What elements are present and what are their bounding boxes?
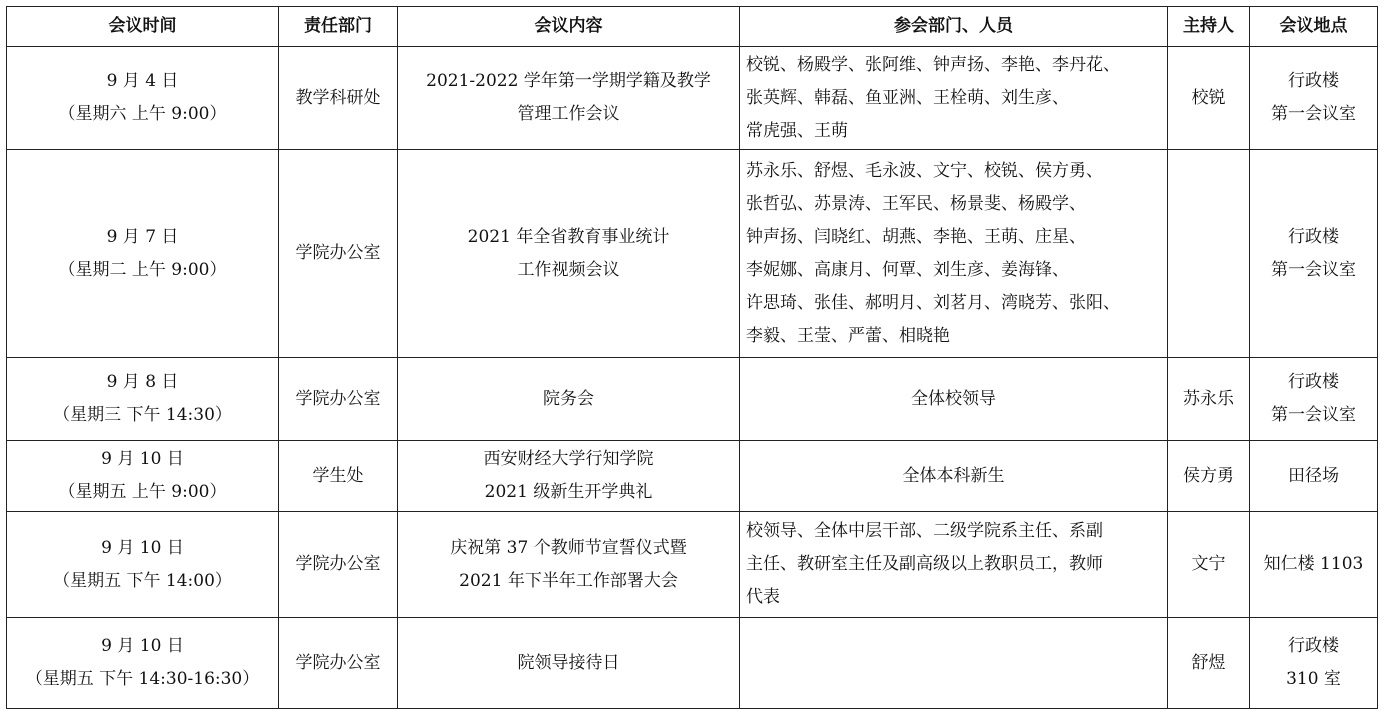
content-line: 院务会 bbox=[543, 388, 594, 409]
table-row bbox=[7, 512, 1378, 618]
content-line: 管理工作会议 bbox=[517, 104, 620, 124]
content-line: 院领导接待日 bbox=[517, 652, 620, 673]
cell-host: 侯方勇 bbox=[1168, 441, 1250, 512]
place-line: 行政楼 bbox=[1288, 226, 1339, 247]
place-line: 第一会议室 bbox=[1271, 104, 1356, 124]
cell-attendees bbox=[740, 150, 1168, 358]
header-content: 会议内容 bbox=[398, 7, 740, 47]
attendee-line: 主任、教研室主任及副高级以上教职员工，教师 bbox=[746, 554, 1103, 574]
cell-attendees bbox=[740, 441, 1168, 512]
time-detail: （星期五 下午 14:30-16:30） bbox=[25, 669, 260, 689]
time-date: 9 月 10 日 bbox=[101, 636, 184, 656]
time-date: 9 月 7 日 bbox=[106, 226, 179, 247]
content-line: 工作视频会议 bbox=[517, 259, 620, 280]
cell-attendees bbox=[740, 47, 1168, 150]
cell-content bbox=[398, 358, 740, 441]
cell-place bbox=[1250, 47, 1378, 150]
attendee-line: 校锐、杨殿学、张阿维、钟声扬、李艳、李丹花、 bbox=[746, 54, 1120, 75]
content-line: 2021 级新生开学典礼 bbox=[484, 482, 653, 502]
attendee-line: 校领导、全体中层干部、二级学院系主任、系副 bbox=[746, 521, 1103, 541]
cell-time bbox=[7, 441, 279, 512]
cell-time bbox=[7, 358, 279, 441]
attendee-line: 全体本科新生 bbox=[902, 465, 1005, 486]
place-line: 行政楼 bbox=[1288, 636, 1339, 656]
header-dept: 责任部门 bbox=[279, 7, 398, 47]
cell-content bbox=[398, 47, 740, 150]
attendee-line: 李妮娜、高康月、何覃、刘生彦、姜海锋、 bbox=[746, 259, 1069, 280]
cell-place bbox=[1250, 512, 1378, 618]
cell-dept: 学生处 bbox=[279, 441, 398, 512]
content-line: 西安财经大学行知学院 bbox=[483, 449, 654, 469]
place-line: 第一会议室 bbox=[1271, 259, 1356, 280]
cell-content bbox=[398, 618, 740, 709]
table-row bbox=[7, 358, 1378, 441]
time-detail: （星期五 下午 14:00） bbox=[53, 570, 232, 591]
header-host: 主持人 bbox=[1168, 7, 1250, 47]
cell-host: 校锐 bbox=[1168, 47, 1250, 150]
cell-place bbox=[1250, 358, 1378, 441]
content-line: 2021 年全省教育事业统计 bbox=[467, 226, 670, 247]
attendee-line: 张哲弘、苏景涛、王军民、杨景斐、杨殿学、 bbox=[746, 193, 1086, 214]
header-attendees: 参会部门、人员 bbox=[740, 7, 1168, 47]
place-line: 行政楼 bbox=[1288, 71, 1339, 91]
place-line: 行政楼 bbox=[1288, 372, 1339, 392]
table-row bbox=[7, 47, 1378, 150]
time-detail: （星期六 上午 9:00） bbox=[58, 104, 227, 124]
time-date: 9 月 8 日 bbox=[106, 372, 179, 392]
cell-place bbox=[1250, 441, 1378, 512]
cell-host bbox=[1168, 150, 1250, 358]
attendee-line: 常虎强、王萌 bbox=[746, 120, 848, 141]
cell-time bbox=[7, 618, 279, 709]
cell-time bbox=[7, 47, 279, 150]
cell-dept: 学院办公室 bbox=[279, 512, 398, 618]
cell-host: 苏永乐 bbox=[1168, 358, 1250, 441]
attendee-line: 全体校领导 bbox=[911, 388, 996, 409]
place-line: 田径场 bbox=[1288, 465, 1339, 486]
cell-dept: 学院办公室 bbox=[279, 150, 398, 358]
cell-dept: 学院办公室 bbox=[279, 618, 398, 709]
time-detail: （星期二 上午 9:00） bbox=[58, 259, 227, 280]
place-line: 310 室 bbox=[1286, 669, 1341, 689]
cell-place bbox=[1250, 150, 1378, 358]
table-row bbox=[7, 150, 1378, 358]
cell-time bbox=[7, 150, 279, 358]
content-line: 庆祝第 37 个教师节宣誓仪式暨 bbox=[450, 537, 687, 558]
time-detail: （星期五 上午 9:00） bbox=[58, 482, 227, 502]
place-line: 知仁楼 1103 bbox=[1263, 554, 1364, 574]
cell-time bbox=[7, 512, 279, 618]
attendee-line: 张英辉、韩磊、鱼亚洲、王栓萌、刘生彦、 bbox=[746, 87, 1069, 108]
place-line: 第一会议室 bbox=[1271, 405, 1356, 425]
header-place: 会议地点 bbox=[1250, 7, 1378, 47]
table-row bbox=[7, 441, 1378, 512]
attendee-line: 苏永乐、舒煜、毛永波、文宁、校锐、侯方勇、 bbox=[746, 160, 1103, 181]
cell-dept: 学院办公室 bbox=[279, 358, 398, 441]
cell-dept: 教学科研处 bbox=[279, 47, 398, 150]
meeting-schedule-table bbox=[6, 6, 1378, 709]
attendee-line: 李毅、王莹、严蕾、相晓艳 bbox=[746, 325, 950, 346]
header-time: 会议时间 bbox=[7, 7, 279, 47]
cell-place bbox=[1250, 618, 1378, 709]
attendee-line: 钟声扬、闫晓红、胡燕、李艳、王萌、庄星、 bbox=[746, 226, 1086, 247]
attendee-line: 许思琦、张佳、郝明月、刘茗月、湾晓芳、张阳、 bbox=[746, 292, 1120, 313]
time-date: 9 月 4 日 bbox=[106, 71, 179, 91]
time-detail: （星期三 下午 14:30） bbox=[53, 405, 232, 425]
time-date: 9 月 10 日 bbox=[101, 537, 184, 558]
time-date: 9 月 10 日 bbox=[101, 449, 184, 469]
cell-content bbox=[398, 150, 740, 358]
table-row bbox=[7, 618, 1378, 709]
cell-content bbox=[398, 512, 740, 618]
cell-content bbox=[398, 441, 740, 512]
cell-host: 文宁 bbox=[1168, 512, 1250, 618]
header-row bbox=[7, 7, 1378, 47]
cell-host: 舒煜 bbox=[1168, 618, 1250, 709]
content-line: 2021-2022 学年第一学期学籍及教学 bbox=[426, 71, 711, 91]
attendee-line: 代表 bbox=[746, 587, 780, 607]
cell-attendees bbox=[740, 358, 1168, 441]
content-line: 2021 年下半年工作部署大会 bbox=[459, 570, 678, 591]
cell-attendees bbox=[740, 618, 1168, 709]
cell-attendees bbox=[740, 512, 1168, 618]
